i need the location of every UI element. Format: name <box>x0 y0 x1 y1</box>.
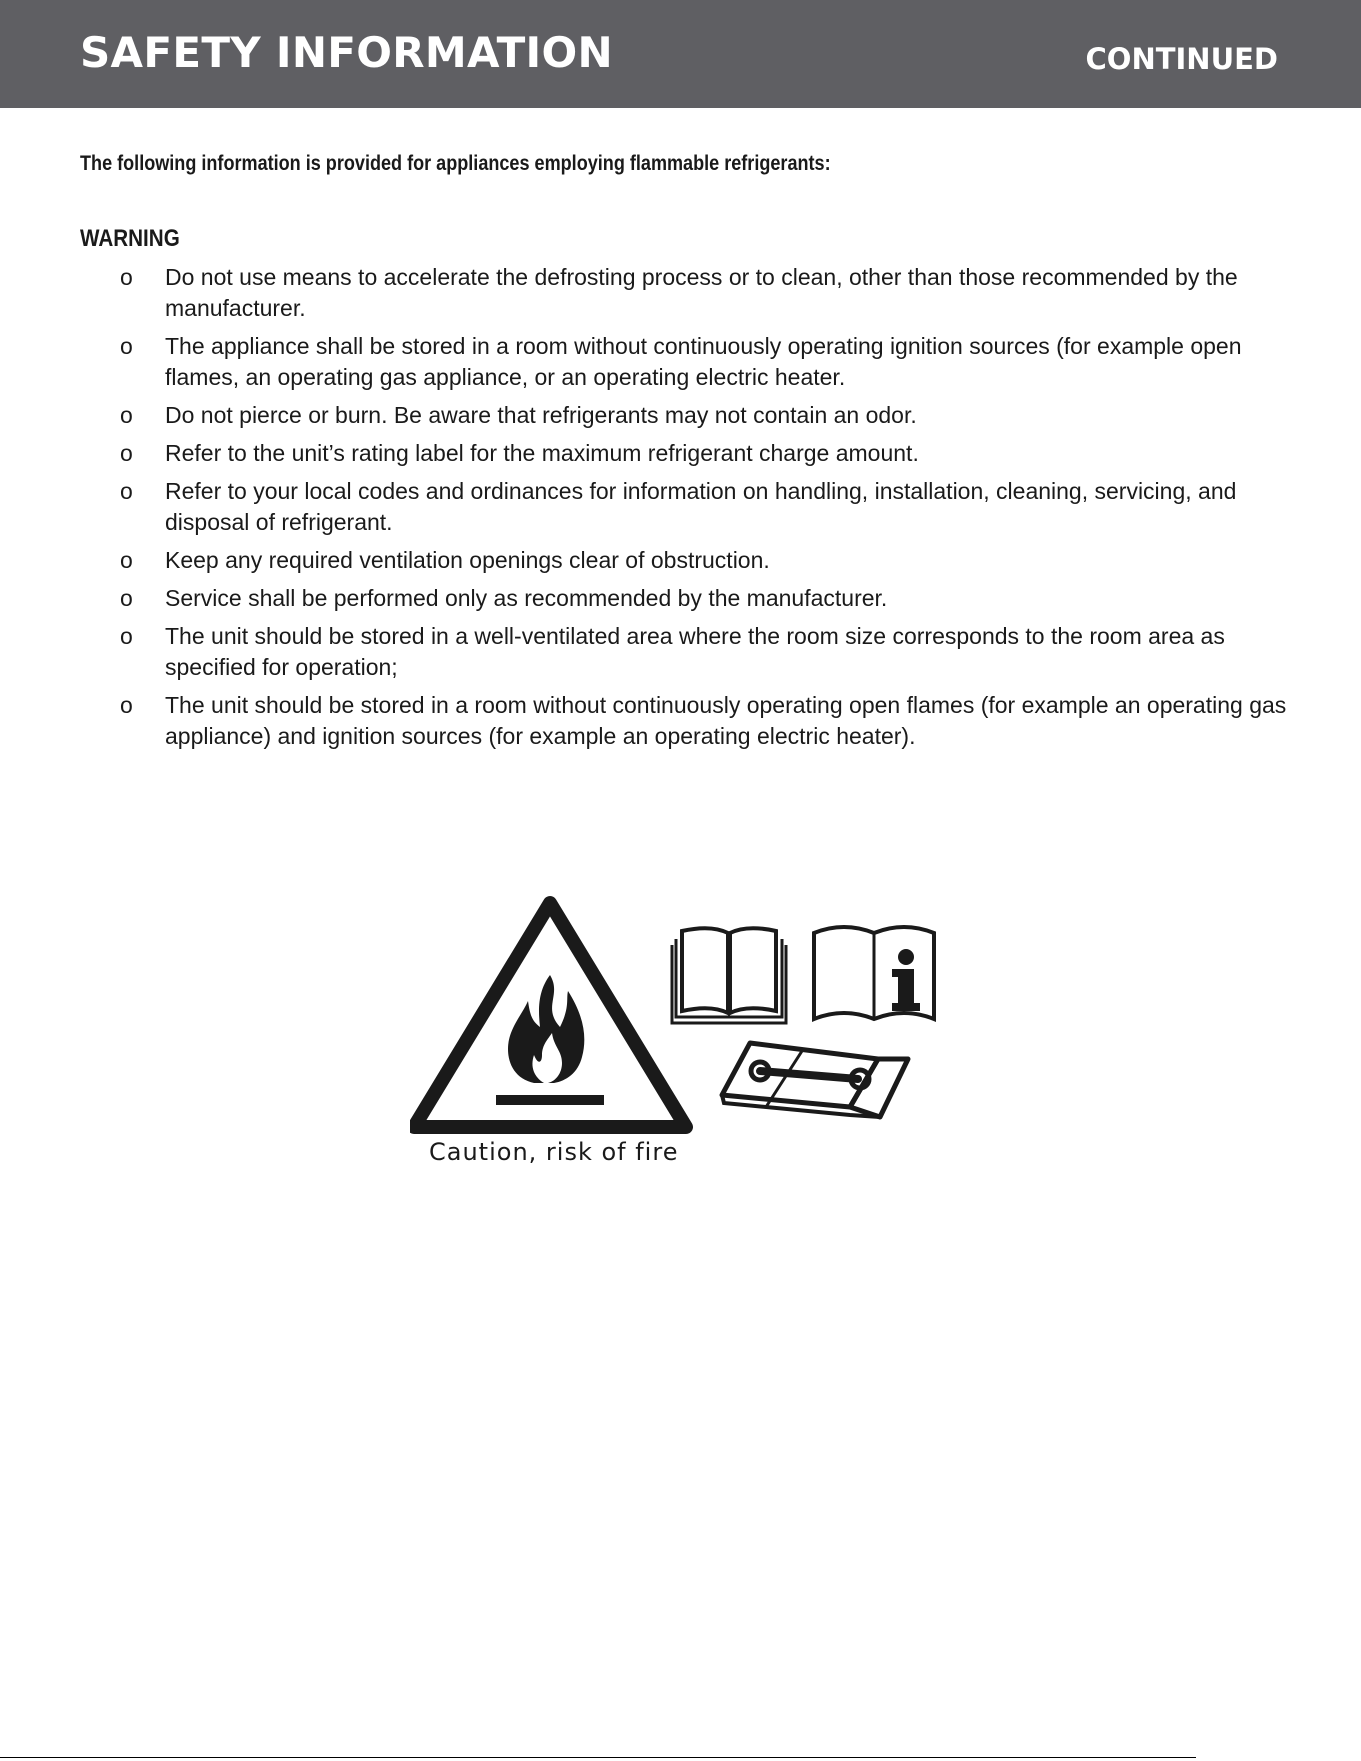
warning-item <box>118 583 1288 614</box>
page-header <box>0 0 1361 108</box>
warning-list <box>118 262 1288 759</box>
warning-item <box>118 331 1288 393</box>
warning-item <box>118 690 1288 752</box>
warning-item <box>118 476 1288 538</box>
bottom-divider <box>0 1757 1196 1758</box>
warning-item-text: Do not use means to accelerate the defrosting process or to clean, other than those recommended by the manufacturer. <box>165 264 1238 321</box>
warning-item <box>118 438 1288 469</box>
warning-item-text: Service shall be performed only as recommended by the manufacturer. <box>165 585 888 611</box>
warning-item-text: Keep any required ventilation openings clear of obstruction. <box>165 547 770 573</box>
intro-text: The following information is provided for appliances employing flammable refrigerants: <box>80 152 831 175</box>
bullet: o <box>120 478 133 504</box>
operator-manual-icon <box>672 928 786 1023</box>
bullet: o <box>120 585 133 611</box>
warning-item-text: Refer to your local codes and ordinances for information on handling, installation, cleaning, servicing, and disposal of refrigerant. <box>165 478 1237 535</box>
symbol-caption: Caution, risk of fire <box>429 1138 679 1166</box>
service-manual-icon <box>722 1043 908 1117</box>
bullet: o <box>120 440 133 466</box>
safety-symbols <box>410 895 950 1175</box>
warning-item-text: The unit should be stored in a well-ventilated area where the room size corresponds to the room area as specified for operation; <box>165 623 1225 680</box>
bullet: o <box>120 264 133 290</box>
page-title: SAFETY INFORMATION <box>80 28 613 77</box>
continued-label: CONTINUED <box>1085 42 1278 76</box>
warning-item <box>118 545 1288 576</box>
warning-item-text: Refer to the unit’s rating label for the maximum refrigerant charge amount. <box>165 440 919 466</box>
warning-item <box>118 262 1288 324</box>
manual-info-icon <box>814 927 934 1019</box>
bullet: o <box>120 623 133 649</box>
warning-item <box>118 400 1288 431</box>
bullet: o <box>120 692 133 718</box>
bullet: o <box>120 402 133 428</box>
warning-item-text: The appliance shall be stored in a room without continuously operating ignition sources (for example open flames, an operating gas appliance, or an operating electric heater. <box>165 333 1242 390</box>
warning-heading: WARNING <box>80 225 180 252</box>
warning-item-text: The unit should be stored in a room without continuously operating open flames (for example an operating gas appliance) and ignition sources (for example an operating electric heater). <box>165 692 1287 749</box>
flammable-warning-icon <box>414 903 686 1127</box>
bullet: o <box>120 333 133 359</box>
bullet: o <box>120 547 133 573</box>
warning-item-text: Do not pierce or burn. Be aware that refrigerants may not contain an odor. <box>165 402 917 428</box>
warning-item <box>118 621 1288 683</box>
